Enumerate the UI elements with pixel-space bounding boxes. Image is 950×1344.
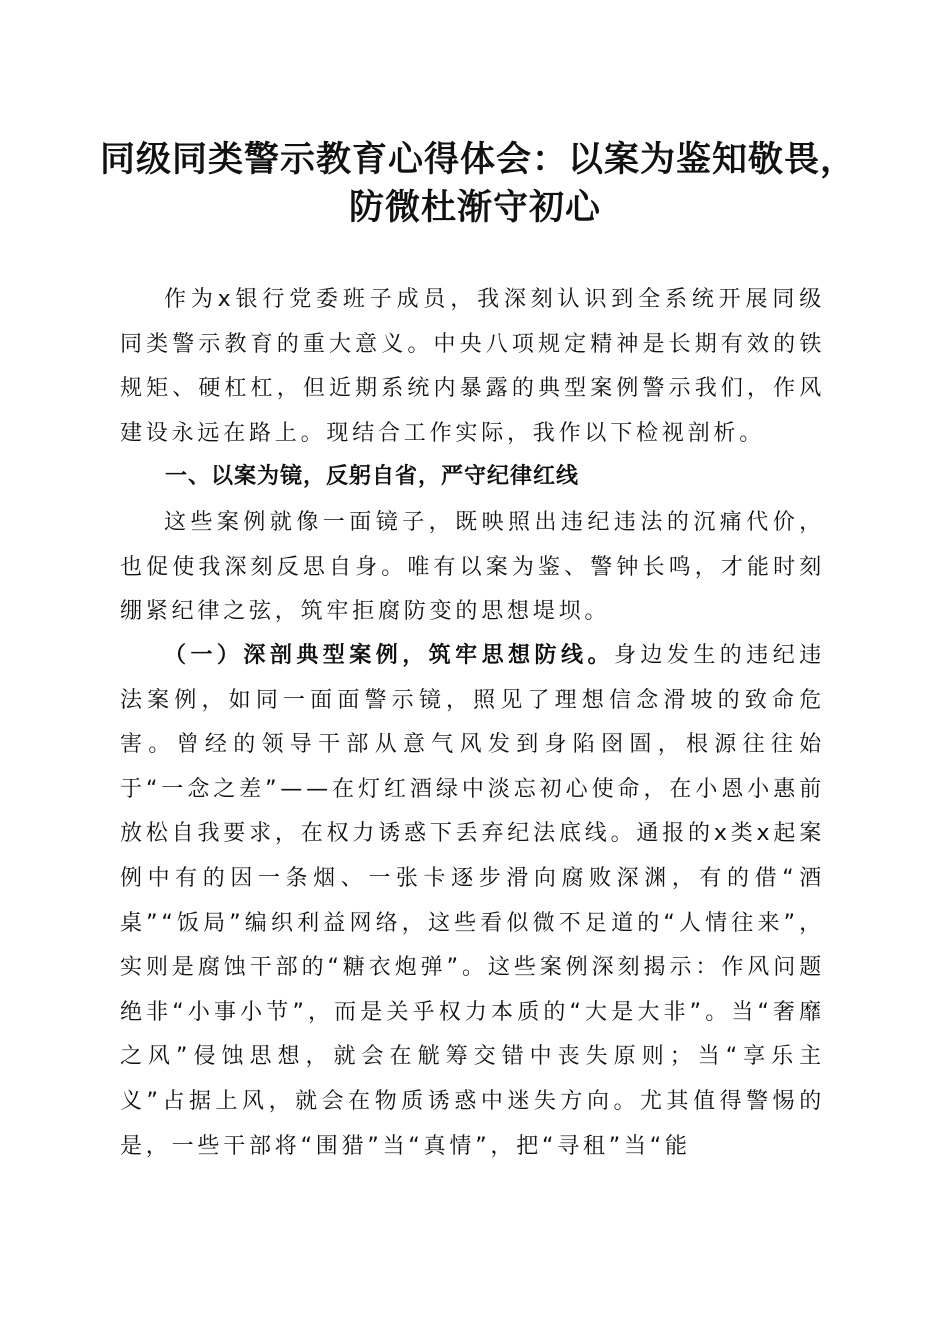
intro-paragraph: 作为x银行党委班子成员，我深刻认识到全系统开展同级同类警示教育的重大意义。中央八项规定精神是长期有效的铁规矩、硬杠杠，但近期系统内暴露的典型案例警示我们，作风建设永远在路上。现结合工作实际，我作以下检视剖析。: [120, 287, 825, 446]
section-1-paragraph: 这些案例就像一面镜子，既映照出违纪违法的沉痛代价，也促使我深刻反思自身。唯有以案为鉴、警钟长鸣，才能时刻绷紧纪律之弦，筑牢拒腐防变的思想堤坝。: [120, 510, 825, 625]
subsection-1-paragraph: [120, 634, 825, 1169]
document-title-line-1: 同级同类警示教育心得体会：以案为鉴知敬畏，: [100, 139, 857, 180]
section-1-heading: 一、以案为镜，反躬自省，严守纪律红线: [165, 464, 580, 489]
document-title-line-2: 防微杜渐守初心: [348, 187, 601, 228]
subsection-1-body: 身边发生的违纪违法案例，如同一面面警示镜，照见了理想信念滑坡的致命危害。曾经的领导干部从意气风发到身陷囹圄，根源往往始于“一念之差”——在灯红酒绿中淡忘初心使命，在小恩小惠前放松自我要求，在权力诱惑下丢弃纪法底线。通报的x类x起案例中有的因一条烟、一张卡逐步滑向腐败深渊，有的借“酒桌”“饭局”编织利益网络，这些看似微不足道的“人情往来”，实则是腐蚀干部的“糖衣炮弹”。这些案例深刻揭示：作风问题绝非“小事小节”，而是关乎权力本质的“大是大非”。当“奢靡之风”侵蚀思想，就会在觥筹交错中丧失原则；当“享乐主义”占据上风，就会在物质诱惑中迷失方向。尤其值得警惕的是，一些干部将“围猎”当“真情”，把“寻租”当“能: [120, 643, 826, 1159]
subsection-1-lead: （一）深剖典型案例，筑牢思想防线。: [164, 643, 614, 668]
